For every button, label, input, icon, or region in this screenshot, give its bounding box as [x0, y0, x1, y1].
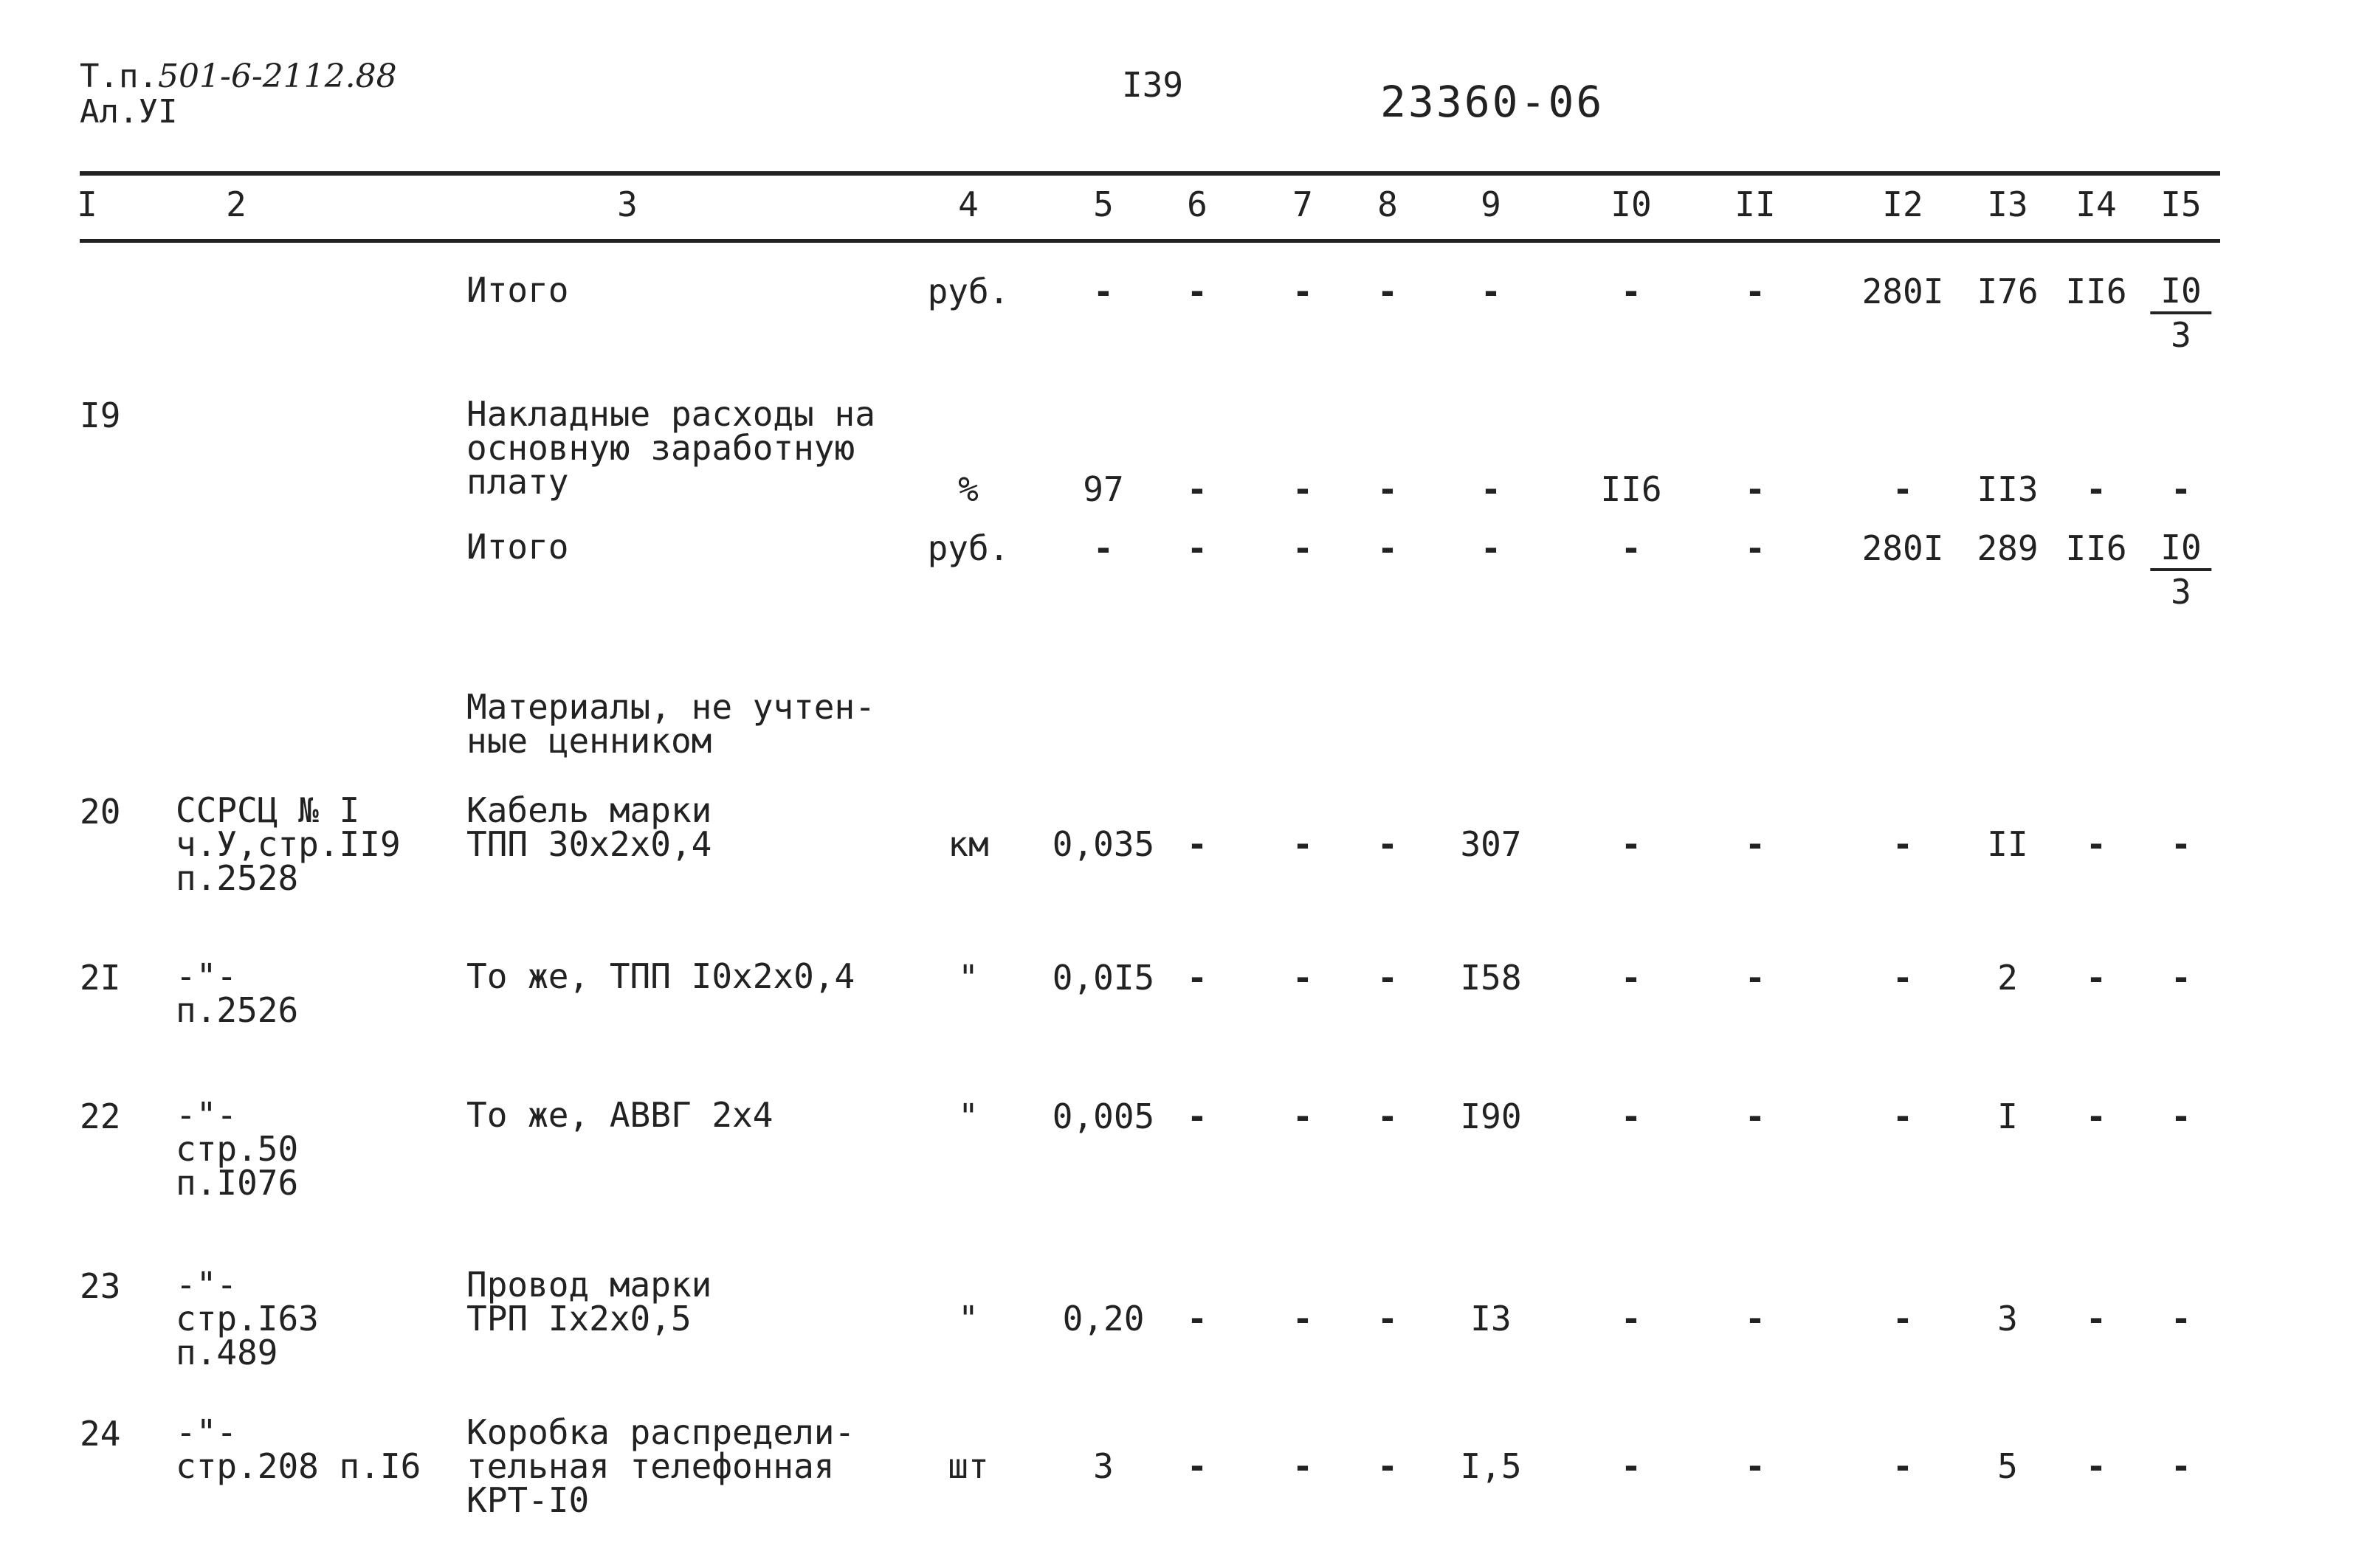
empty-value-dash: - [1187, 1446, 1207, 1486]
empty-value-dash: - [1377, 272, 1398, 311]
empty-value-dash: - [2171, 824, 2191, 864]
column-13-value: 289 [1977, 528, 2039, 568]
empty-value-dash: - [1187, 1096, 1207, 1136]
column-13-value: 3 [1997, 1299, 2018, 1339]
empty-value-dash: - [1292, 958, 1313, 998]
empty-value-dash: - [2171, 1299, 2191, 1339]
column-5-value: 0,0I5 [1052, 958, 1155, 998]
empty-value-dash: - [1093, 272, 1114, 311]
empty-value-dash: - [1892, 469, 1913, 509]
column-4-value: " [958, 1096, 979, 1136]
empty-value-dash: - [1481, 272, 1501, 311]
empty-value-dash: - [1892, 824, 1913, 864]
empty-value-dash: - [1377, 1299, 1398, 1339]
empty-value-dash: - [2086, 1446, 2106, 1486]
item-description: То же, АВВГ 2х4 [466, 1095, 774, 1135]
column-13-value: I [1997, 1096, 2018, 1136]
empty-value-dash: - [2086, 958, 2106, 998]
column-5-value: 0,20 [1062, 1299, 1145, 1339]
empty-value-dash: - [2171, 469, 2191, 509]
empty-value-dash: - [1292, 824, 1313, 864]
empty-value-dash: - [1621, 272, 1641, 311]
column-9-value: 307 [1460, 824, 1522, 864]
empty-value-dash: - [1292, 528, 1313, 568]
empty-value-dash: - [1892, 1446, 1913, 1486]
empty-value-dash: - [1745, 469, 1765, 509]
empty-value-dash: - [1892, 958, 1913, 998]
empty-value-dash: - [1093, 528, 1114, 568]
empty-value-dash: - [1377, 824, 1398, 864]
empty-value-dash: - [1292, 1446, 1313, 1486]
empty-value-dash: - [2171, 1096, 2191, 1136]
column-header-12: I2 [1882, 184, 1923, 224]
column-10-value: II6 [1600, 469, 1662, 509]
empty-value-dash: - [1187, 528, 1207, 568]
column-header-7: 7 [1292, 184, 1313, 224]
item-description: Провод марки ТРП Iх2х0,5 [466, 1265, 712, 1339]
album-number: Ал.УI [80, 93, 178, 131]
document-number: 23360-06 [1380, 77, 1605, 127]
item-description: Коробка распредели- тельная телефонная КРТ-I0 [466, 1412, 855, 1520]
column-14-value: II6 [2065, 528, 2127, 568]
empty-value-dash: - [1745, 824, 1765, 864]
doc-ref-number: 501-6-2112.88 [157, 58, 397, 95]
empty-value-dash: - [2086, 1299, 2106, 1339]
empty-value-dash: - [1292, 1299, 1313, 1339]
empty-value-dash: - [1621, 1299, 1641, 1339]
row-number: 2I [80, 958, 121, 998]
source-reference: -"- стр.208 п.I6 [176, 1412, 421, 1486]
item-description: Кабель марки ТПП 30х2х0,4 [466, 790, 712, 864]
column-header-11: II [1734, 184, 1776, 224]
column-header-2: 2 [226, 184, 247, 224]
empty-value-dash: - [1481, 469, 1501, 509]
item-description: Итого [466, 527, 569, 567]
empty-value-dash: - [1481, 528, 1501, 568]
empty-value-dash: - [1621, 528, 1641, 568]
fraction-numerator: I0 [2150, 270, 2211, 314]
source-reference: -"- п.2526 [176, 956, 299, 1030]
column-13-value: II3 [1977, 469, 2039, 509]
empty-value-dash: - [1292, 1096, 1313, 1136]
column-header-10: I0 [1610, 184, 1652, 224]
column-4-value: % [958, 469, 979, 509]
column-9-value: I90 [1460, 1096, 1522, 1136]
column-5-value: 3 [1093, 1446, 1114, 1486]
source-reference: ССРСЦ № I ч.У,стр.II9 п.2528 [176, 790, 401, 898]
row-number: I9 [80, 396, 121, 435]
column-header-13: I3 [1987, 184, 2028, 224]
column-5-value: 0,005 [1052, 1096, 1155, 1136]
table-top-rule [80, 171, 2220, 176]
empty-value-dash: - [1621, 1096, 1641, 1136]
column-14-value: II6 [2065, 272, 2127, 311]
page-number: I39 [1122, 65, 1184, 105]
column-header-4: 4 [958, 184, 979, 224]
empty-value-dash: - [2171, 1446, 2191, 1486]
column-header-6: 6 [1187, 184, 1207, 224]
column-13-value: 5 [1997, 1446, 2018, 1486]
column-13-value: II [1987, 824, 2028, 864]
column-header-15: I5 [2160, 184, 2202, 224]
empty-value-dash: - [1745, 272, 1765, 311]
column-4-value: " [958, 958, 979, 998]
item-description: Накладные расходы на основную заработную плату [466, 394, 875, 502]
column-4-value: руб. [927, 272, 1010, 311]
empty-value-dash: - [2086, 1096, 2106, 1136]
empty-value-dash: - [1377, 1446, 1398, 1486]
item-description: Материалы, не учтен- ные ценником [466, 687, 875, 761]
column-4-value: руб. [927, 528, 1010, 568]
column-header-14: I4 [2075, 184, 2117, 224]
column-header-8: 8 [1377, 184, 1398, 224]
empty-value-dash: - [1377, 1096, 1398, 1136]
empty-value-dash: - [1187, 469, 1207, 509]
empty-value-dash: - [1377, 958, 1398, 998]
fraction-numerator: I0 [2150, 527, 2211, 571]
source-reference: -"- стр.50 п.I076 [176, 1095, 299, 1203]
column-12-value: 280I [1861, 528, 1944, 568]
header-bottom-rule [80, 239, 2220, 243]
column-header-5: 5 [1093, 184, 1114, 224]
column-5-value: 97 [1083, 469, 1124, 509]
empty-value-dash: - [1892, 1096, 1913, 1136]
row-number: 24 [80, 1414, 121, 1454]
doc-reference [80, 59, 397, 130]
fraction-cell [2150, 270, 2211, 356]
empty-value-dash: - [1187, 824, 1207, 864]
source-reference: -"- стр.I63 п.489 [176, 1265, 319, 1372]
empty-value-dash: - [1187, 958, 1207, 998]
empty-value-dash: - [2171, 958, 2191, 998]
empty-value-dash: - [1745, 958, 1765, 998]
column-5-value: 0,035 [1052, 824, 1155, 864]
fraction-denominator: 3 [2171, 572, 2191, 612]
column-13-value: I76 [1977, 272, 2039, 311]
empty-value-dash: - [1187, 272, 1207, 311]
column-13-value: 2 [1997, 958, 2018, 998]
item-description: То же, ТПП I0х2х0,4 [466, 956, 855, 996]
empty-value-dash: - [1745, 1096, 1765, 1136]
empty-value-dash: - [2086, 469, 2106, 509]
empty-value-dash: - [1621, 1446, 1641, 1486]
empty-value-dash: - [1745, 1299, 1765, 1339]
empty-value-dash: - [1292, 272, 1313, 311]
column-9-value: I,5 [1460, 1446, 1522, 1486]
empty-value-dash: - [1187, 1299, 1207, 1339]
column-12-value: 280I [1861, 272, 1944, 311]
fraction-cell [2150, 527, 2211, 612]
row-number: 22 [80, 1096, 121, 1136]
row-number: 23 [80, 1266, 121, 1306]
empty-value-dash: - [1377, 469, 1398, 509]
empty-value-dash: - [1745, 528, 1765, 568]
column-header-1: I [77, 184, 97, 224]
empty-value-dash: - [2086, 824, 2106, 864]
column-header-9: 9 [1481, 184, 1501, 224]
column-4-value: км [948, 824, 989, 864]
empty-value-dash: - [1621, 958, 1641, 998]
column-4-value: шт [948, 1446, 989, 1486]
empty-value-dash: - [1745, 1446, 1765, 1486]
doc-ref-prefix: Т.п. [80, 58, 158, 95]
empty-value-dash: - [1892, 1299, 1913, 1339]
fraction-denominator: 3 [2171, 315, 2191, 355]
empty-value-dash: - [1292, 469, 1313, 509]
empty-value-dash: - [1377, 528, 1398, 568]
empty-value-dash: - [1621, 824, 1641, 864]
column-9-value: I58 [1460, 958, 1522, 998]
column-header-3: 3 [617, 184, 638, 224]
item-description: Итого [466, 270, 569, 310]
column-4-value: " [958, 1299, 979, 1339]
row-number: 20 [80, 792, 121, 832]
column-9-value: I3 [1470, 1299, 1512, 1339]
